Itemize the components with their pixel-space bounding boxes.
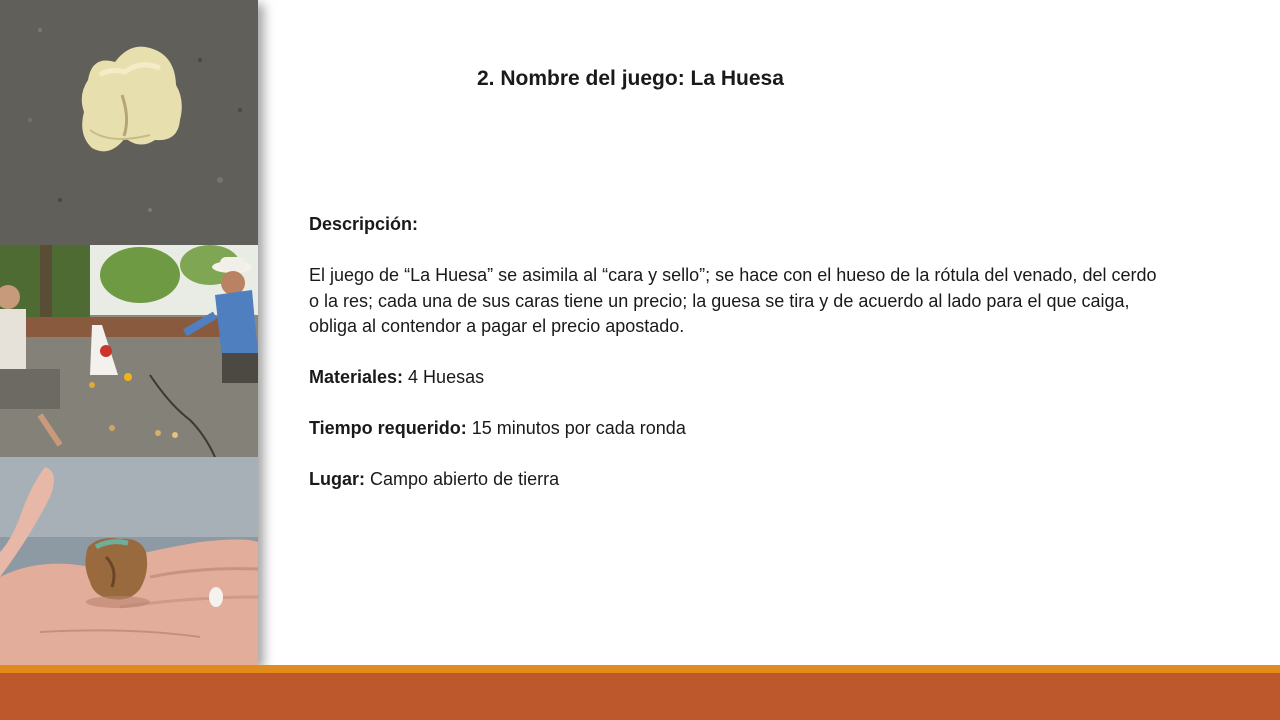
description-block xyxy=(309,212,1159,340)
footer-gold-stripe xyxy=(0,665,1280,673)
time-value: 15 minutos por cada ronda xyxy=(466,418,686,438)
place-line xyxy=(309,467,1159,493)
description-text: El juego de “La Huesa” se asimila al “cara y sello”; se hace con el hueso de la rótula del venado, del cerdo o la res; cada una de sus caras tiene un precio; la guesa se tira y de acuerdo al lado para el que caiga, obliga al contendor a pagar el precio apostado. xyxy=(309,265,1157,336)
photo-bone-on-ground xyxy=(0,0,258,245)
bone-in-hand-image xyxy=(0,457,258,665)
place-value: Campo abierto de tierra xyxy=(365,469,560,489)
men-playing-image xyxy=(0,245,258,457)
time-label: Tiempo requerido: xyxy=(309,418,467,438)
photo-men-playing xyxy=(0,245,258,457)
materials-line xyxy=(309,365,1159,391)
place-label: Lugar: xyxy=(309,469,365,489)
time-line xyxy=(309,416,1159,442)
footer-rust-band xyxy=(0,673,1280,720)
description-spacer xyxy=(309,238,1159,264)
photo-bone-in-hand xyxy=(0,457,258,665)
slide-content xyxy=(309,212,1159,518)
materials-value: 4 Huesas xyxy=(403,367,485,387)
bone-on-ground-image xyxy=(0,0,258,245)
slide-title: 2. Nombre del juego: La Huesa xyxy=(477,67,784,90)
description-heading: Descripción: xyxy=(309,214,419,234)
photo-strip xyxy=(0,0,258,665)
materials-label: Materiales: xyxy=(309,367,404,387)
